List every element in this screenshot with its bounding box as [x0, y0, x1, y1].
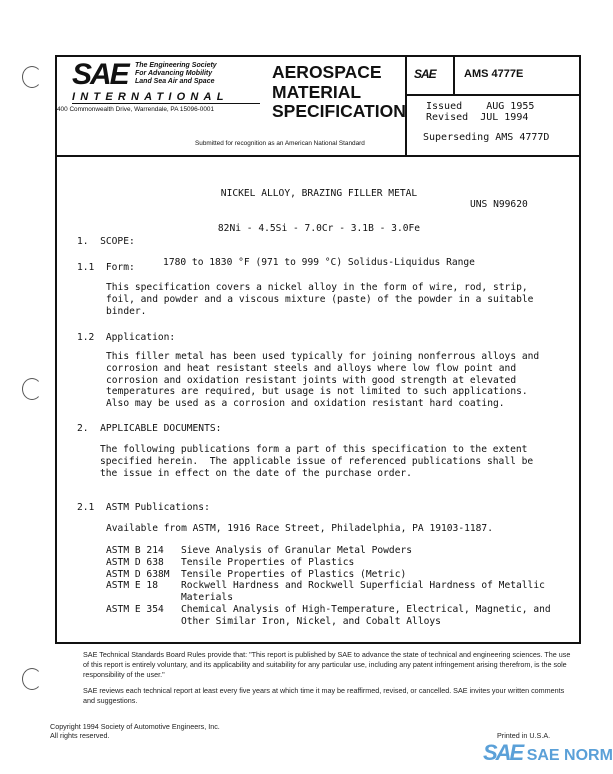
- list-item: [106, 545, 551, 557]
- section-heading: 1.1 Form:: [77, 262, 135, 273]
- printed-in: Printed in U.S.A.: [497, 731, 551, 740]
- title-line: NICKEL ALLOY, BRAZING FILLER METAL: [220, 188, 418, 199]
- divider: [405, 94, 581, 96]
- address: 400 Commonwealth Drive, Warrendale, PA 15096-0001: [57, 106, 215, 113]
- doc-type-line: SPECIFICATION: [272, 101, 406, 121]
- watermark: SAE SAE NORM: [483, 740, 613, 765]
- section-heading: 1.2 Application:: [77, 332, 176, 343]
- rights: All rights reserved.: [50, 731, 110, 740]
- astm-code: ASTM B 214: [106, 545, 164, 556]
- issued-label: Issued: [426, 101, 463, 112]
- spec-title: [56, 165, 582, 280]
- list-item: [106, 557, 551, 569]
- revised-label: Revised: [426, 112, 469, 123]
- paragraph: Available from ASTM, 1916 Race Street, Philadelphia, PA 19103-1187.: [106, 523, 493, 534]
- international-wordmark: INTERNATIONAL: [72, 91, 260, 104]
- astm-code: ASTM D 638M: [106, 568, 170, 580]
- list-item: [106, 569, 551, 581]
- astm-title: Chemical Analysis of High-Temperature, Electrical, Magnetic, and Other Similar Iron, Nickel, and Cobalt Alloys: [181, 603, 551, 627]
- astm-code: ASTM E 354: [106, 603, 164, 615]
- doc-type: [272, 63, 406, 122]
- punch-hole: [22, 66, 42, 88]
- title-line: 1780 to 1830 °F (971 to 999 °C) Solidus-Liquidus Range: [163, 257, 475, 268]
- list-item: [106, 604, 551, 628]
- section-heading: 2.1 ASTM Publications:: [77, 502, 210, 513]
- doc-type-line: AEROSPACE: [272, 62, 382, 82]
- astm-title: Sieve Analysis of Granular Metal Powders: [181, 545, 413, 556]
- review-note: SAE reviews each technical report at least every five years at which time it may be reaffirmed, revised, or cancelled. SAE invites your written comments and suggestions.: [83, 686, 565, 705]
- astm-code: ASTM D 638: [106, 556, 164, 568]
- astm-title: Tensile Properties of Plastics: [181, 556, 355, 568]
- issue-info: [426, 101, 534, 123]
- punch-hole: [22, 668, 42, 690]
- tagline-line: Land Sea Air and Space: [135, 78, 215, 85]
- watermark-text: SAE NORM: [526, 747, 613, 764]
- astm-code: ASTM E 18: [106, 580, 158, 592]
- sae-small-logo: SAE: [414, 67, 436, 81]
- submitted-note: Submitted for recognition as an American National Standard: [195, 140, 365, 147]
- doc-type-line: MATERIAL: [272, 81, 362, 102]
- paragraph: The following publications form a part of this specification to the extent specified herein. The applicable issue of referenced publications shall be the issue in effect on the date of the purchase order.: [100, 444, 534, 479]
- copyright: Copyright 1994 Society of Automotive Engineers, Inc.: [50, 722, 220, 731]
- tagline-line: For Advancing Mobility: [135, 70, 213, 77]
- issued-date: AUG 1955: [486, 101, 535, 112]
- board-rules: SAE Technical Standards Board Rules provide that: "This report is published by SAE to advance the state of technical and engineering sciences. The use of this report is entirely voluntary, and its applicability and suitability for any particular use, including any patent infringement arising therefrom, is the sole responsibility of the user.": [83, 650, 571, 679]
- uns-number: UNS N99620: [470, 199, 528, 210]
- sae-logo: SAE: [72, 58, 128, 91]
- divider: [55, 155, 581, 157]
- divider: [453, 55, 455, 94]
- superseding: Superseding AMS 4777D: [423, 132, 550, 143]
- tagline-line: The Engineering Society: [135, 62, 217, 69]
- revised-date: JUL 1994: [480, 112, 529, 123]
- astm-title: Rockwell Hardness and Rockwell Superficial Hardness of Metallic Materials: [181, 580, 545, 604]
- org-tagline: [135, 62, 217, 86]
- punch-hole: [22, 378, 42, 400]
- section-heading: 2. APPLICABLE DOCUMENTS:: [77, 423, 222, 434]
- paragraph: This specification covers a nickel alloy in the form of wire, rod, strip, foil, and powder and a viscous mixture (paste) of the powder in a suitable binder.: [106, 282, 534, 317]
- spec-number: AMS 4777E: [464, 68, 524, 80]
- title-line: 82Ni - 4.5Si - 7.0Cr - 3.1B - 3.0Fe: [217, 222, 421, 234]
- list-item: [106, 580, 551, 604]
- astm-list: [106, 545, 551, 628]
- section-heading: 1. SCOPE:: [77, 236, 135, 247]
- paragraph: This filler metal has been used typically for joining nonferrous alloys and corrosion and heat resistant steels and alloys where low flow point and corrosion and oxidation resistant joints with good strength at elevated temperatures are required, but usage is not limited to such applications. Also may be used as a corrosion and oxidation resistant hard coating.: [106, 351, 540, 410]
- astm-title: Tensile Properties of Plastics (Metric): [181, 568, 407, 580]
